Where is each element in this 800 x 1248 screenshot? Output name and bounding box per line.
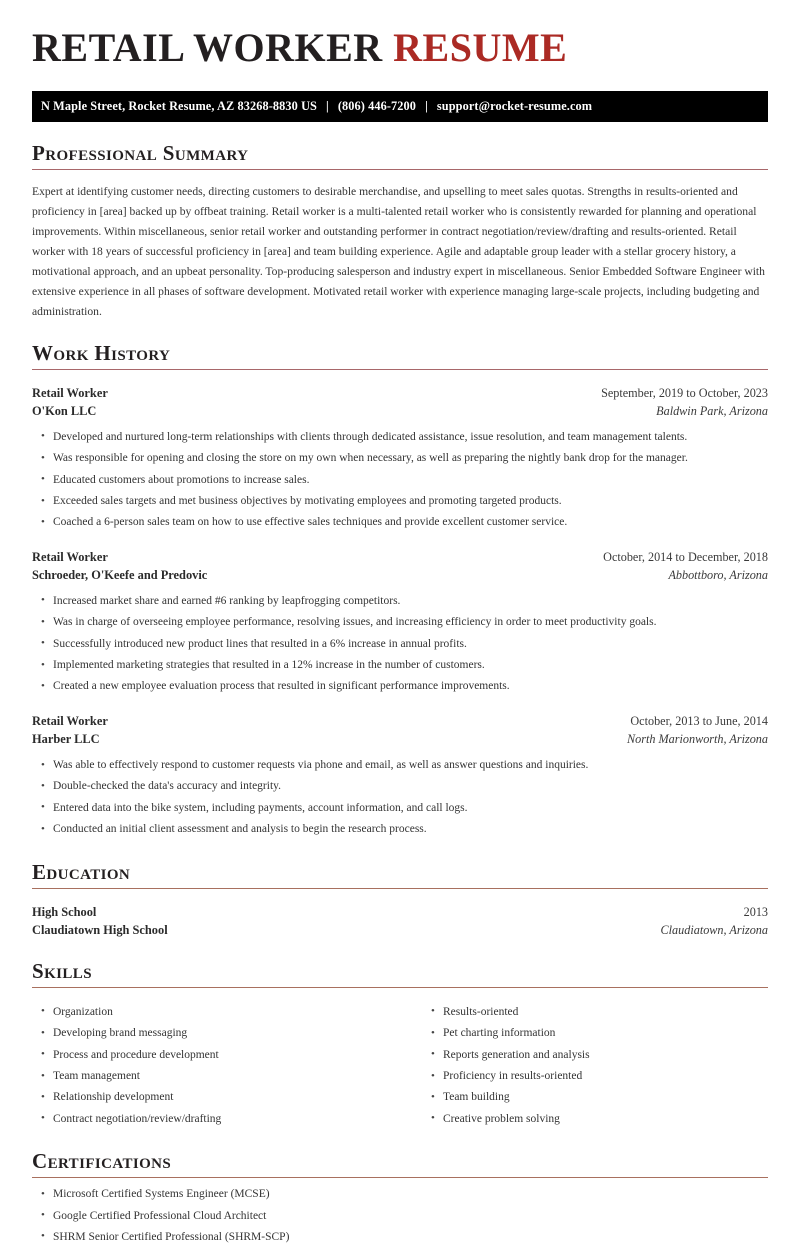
work-entry-company-row	[32, 730, 768, 749]
work-entry-bullets	[32, 755, 768, 841]
skill-item: • Creative problem solving	[422, 1109, 768, 1130]
education-school-row	[32, 921, 768, 940]
section-heading-education: Education	[32, 859, 131, 884]
skill-item: • Organization	[32, 1002, 400, 1023]
skill-item: • Results-oriented	[422, 1002, 768, 1023]
section-divider-certifications	[32, 1177, 768, 1178]
skill-item: • Contract negotiation/review/drafting	[32, 1109, 400, 1130]
work-entry-company-row	[32, 402, 768, 421]
skills-column-right	[400, 1002, 768, 1130]
skill-item: • Developing brand messaging	[32, 1023, 400, 1044]
work-entry-title: Retail Worker	[32, 385, 108, 400]
education-entry	[32, 903, 768, 940]
bullet-item: • Exceeded sales targets and met business objectives by motivating employees and promoting targeted products.	[32, 491, 768, 512]
section-heading-work-history: Work History	[32, 340, 171, 365]
work-entry-company-row	[32, 566, 768, 585]
work-entry	[32, 384, 768, 534]
section-divider-education	[32, 888, 768, 889]
bullet-item: • Double-checked the data's accuracy and integrity.	[32, 776, 768, 797]
work-entry-title-row	[32, 384, 768, 403]
bullet-item: • Developed and nurtured long-term relationships with clients through dedicated assistance, issue resolution, and team management talents.	[32, 427, 768, 448]
skill-item: • Team management	[32, 1066, 400, 1087]
work-entry-title: Retail Worker	[32, 713, 108, 728]
resume-title-primary: RETAIL WORKER	[32, 25, 383, 70]
section-certifications	[32, 1150, 768, 1248]
skills-columns	[32, 996, 768, 1130]
bullet-item: • Successfully introduced new product lines that resulted in a 6% increase in annual profits.	[32, 634, 768, 655]
bullet-item: • Created a new employee evaluation process that resulted in significant performance improvements.	[32, 676, 768, 697]
skill-item: • Relationship development	[32, 1087, 400, 1108]
contact-separator-2: |	[425, 99, 428, 113]
contact-email[interactable]: support@rocket-resume.com	[436, 99, 593, 113]
section-skills	[32, 960, 768, 1130]
contact-phone[interactable]: (806) 446-7200	[337, 99, 417, 113]
work-entry-location: Baldwin Park, Arizona	[656, 404, 768, 419]
bullet-item: • Coached a 6-person sales team on how to use effective sales techniques and provide excellent customer service.	[32, 512, 768, 533]
section-heading-professional-summary: Professional Summary	[32, 141, 249, 165]
work-entry-company: O'Kon LLC	[32, 404, 97, 419]
skill-item: • Proficiency in results-oriented	[422, 1066, 768, 1087]
section-divider-work-history	[32, 369, 768, 370]
work-entry-bullets	[32, 427, 768, 534]
bullet-item: • Increased market share and earned #6 ranking by leapfrogging competitors.	[32, 591, 768, 612]
section-divider-skills	[32, 987, 768, 988]
skill-item: • Process and procedure development	[32, 1045, 400, 1066]
resume-title-accent: RESUME	[393, 25, 568, 70]
education-location: Claudiatown, Arizona	[660, 923, 768, 938]
bullet-item: • Entered data into the bike system, including payments, account information, and call logs.	[32, 798, 768, 819]
skill-item: • Pet charting information	[422, 1023, 768, 1044]
section-heading-skills: Skills	[32, 958, 92, 983]
resume-title	[32, 0, 768, 68]
certification-item: • SHRM Senior Certified Professional (SHRM-SCP)	[32, 1227, 768, 1248]
work-entry-title-row	[32, 712, 768, 731]
section-divider-professional-summary	[32, 169, 768, 170]
education-degree-row	[32, 903, 768, 922]
work-entry-company: Harber LLC	[32, 732, 100, 747]
section-professional-summary	[32, 142, 768, 322]
work-entry-title-row	[32, 548, 768, 567]
work-entry-bullets	[32, 591, 768, 698]
section-education	[32, 861, 768, 940]
contact-separator-1: |	[326, 99, 329, 113]
work-entry-dates: September, 2019 to October, 2023	[601, 385, 768, 400]
section-heading-certifications: Certifications	[32, 1149, 172, 1174]
contact-address: N Maple Street, Rocket Resume, AZ 83268-8830 US	[41, 99, 317, 113]
work-entry	[32, 712, 768, 841]
professional-summary-text: Expert at identifying customer needs, directing customers to desirable merchandise, and upselling to meet sales quotas. Strengths in results-oriented and proficiency in [area] backed up by offbeat training. Retail worker is a multi-talented retail worker who is consistently rewarded for planning and operational improvements. Within miscellaneous, senior retail worker and outstanding performer in contract negotiation/review/drafting and results-oriented. Retail worker with 18 years of successful proficiency in [area] and team building experience. Agile and adaptable group leader with a stellar grocery history, a motivational approach, and an upbeat personality. Top-producing salesperson and industry expert in miscellaneous. Senior Embedded Software Engineer with extensive experience in all phases of software development. Motivated retail worker with experience managing large-scale projects, including budgeting and administration.	[32, 185, 765, 318]
work-entry-title: Retail Worker	[32, 549, 108, 564]
bullet-item: • Educated customers about promotions to increase sales.	[32, 470, 768, 491]
certification-item: • Microsoft Certified Systems Engineer (MCSE)	[32, 1184, 768, 1205]
bullet-item: • Was able to effectively respond to customer requests via phone and email, as well as answer questions and inquiries.	[32, 755, 768, 776]
work-entry-dates: October, 2013 to June, 2014	[630, 713, 768, 728]
bullet-item: • Conducted an initial client assessment and analysis to begin the research process.	[32, 819, 768, 840]
certification-item: • Google Certified Professional Cloud Architect	[32, 1206, 768, 1227]
education-year: 2013	[743, 904, 768, 919]
work-entry	[32, 548, 768, 698]
skills-column-left	[32, 1002, 400, 1130]
work-entry-location: Abbottboro, Arizona	[668, 568, 768, 583]
work-entry-company: Schroeder, O'Keefe and Predovic	[32, 568, 208, 583]
work-entry-location: North Marionworth, Arizona	[627, 732, 768, 747]
bullet-item: • Was responsible for opening and closing the store on my own when necessary, as well as preparing the nightly bank drop for the manager.	[32, 448, 768, 469]
skill-item: • Reports generation and analysis	[422, 1045, 768, 1066]
education-school: Claudiatown High School	[32, 923, 168, 938]
section-work-history	[32, 342, 768, 841]
bullet-item: • Was in charge of overseeing employee performance, resolving issues, and increasing efficiency in order to meet productivity goals.	[32, 612, 768, 633]
education-degree: High School	[32, 904, 97, 919]
bullet-item: • Implemented marketing strategies that resulted in a 12% increase in the number of customers.	[32, 655, 768, 676]
certifications-list	[32, 1184, 768, 1248]
skill-item: • Team building	[422, 1087, 768, 1108]
contact-bar	[32, 91, 768, 122]
work-entry-dates: October, 2014 to December, 2018	[603, 549, 768, 564]
